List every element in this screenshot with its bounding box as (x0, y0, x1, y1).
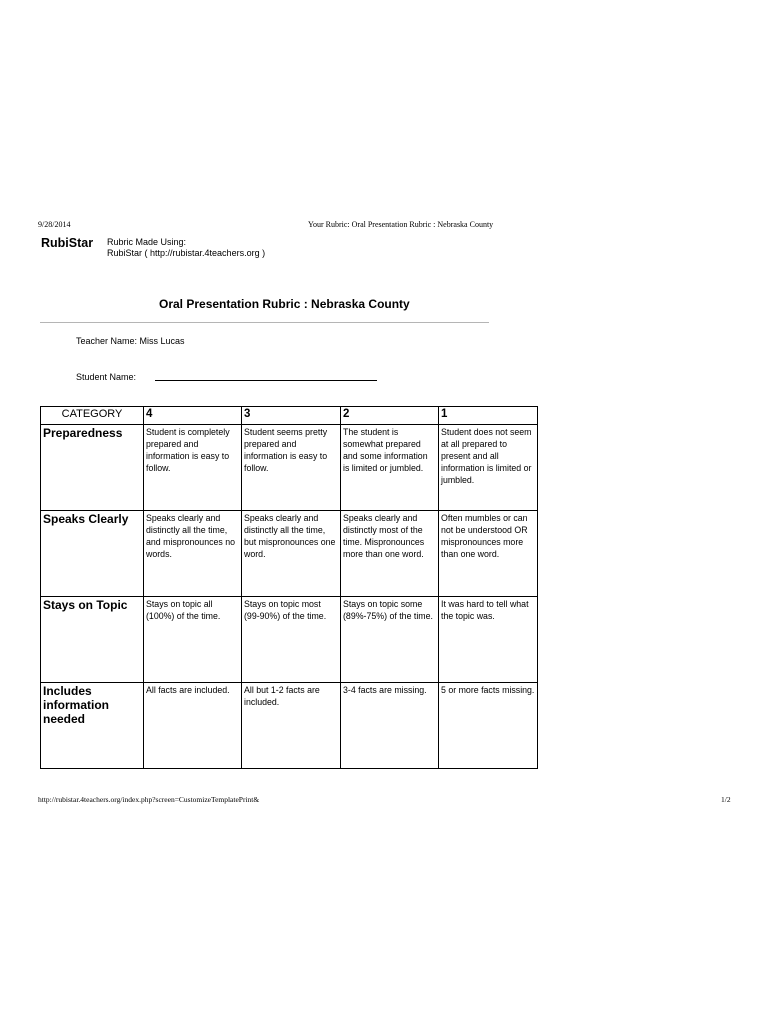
criteria-cell: Speaks clearly and distinctly all the time, and mispronounces no words. (144, 511, 242, 597)
footer-url: http://rubistar.4teachers.org/index.php?screen=CustomizeTemplatePrint& (38, 795, 260, 804)
criteria-cell: Stays on topic all (100%) of the time. (144, 597, 242, 683)
header-category: CATEGORY (41, 407, 144, 425)
teacher-name-label: Teacher Name: (76, 336, 138, 346)
made-using-note (107, 237, 265, 259)
criteria-cell: It was hard to tell what the topic was. (439, 597, 538, 683)
teacher-name-row (76, 336, 185, 346)
category-cell: Speaks Clearly (41, 511, 144, 597)
table-row (41, 597, 538, 683)
criteria-cell: Student does not seem at all prepared to present and all information is limited or jumbled. (439, 425, 538, 511)
header-row (41, 407, 538, 425)
criteria-cell: All facts are included. (144, 683, 242, 769)
made-using-line-2: RubiStar ( http://rubistar.4teachers.org ) (107, 248, 266, 258)
header-score-2: 2 (341, 407, 439, 425)
print-date: 9/28/2014 (38, 220, 71, 229)
criteria-cell: Student is completely prepared and information is easy to follow. (144, 425, 242, 511)
table-row (41, 683, 538, 769)
print-header-title: Your Rubric: Oral Presentation Rubric : Nebraska County (308, 220, 494, 229)
made-using-line-1: Rubric Made Using: (107, 237, 187, 247)
header-score-1: 1 (439, 407, 538, 425)
header-score-4: 4 (144, 407, 242, 425)
category-cell: Includes information needed (41, 683, 144, 769)
criteria-cell: 3-4 facts are missing. (341, 683, 439, 769)
criteria-cell: Stays on topic some (89%-75%) of the time. (341, 597, 439, 683)
table-row (41, 425, 538, 511)
student-name-label: Student Name: (76, 372, 137, 382)
student-name-field[interactable] (155, 380, 377, 381)
criteria-cell: All but 1-2 facts are included. (242, 683, 341, 769)
category-cell: Preparedness (41, 425, 144, 511)
header-score-3: 3 (242, 407, 341, 425)
criteria-cell: Stays on topic most (99-90%) of the time. (242, 597, 341, 683)
rubistar-logo: RubiStar (41, 236, 94, 250)
criteria-cell: Often mumbles or can not be understood OR mispronounces more than one word. (439, 511, 538, 597)
rubric-title: Oral Presentation Rubric : Nebraska County (159, 297, 410, 311)
criteria-cell: Speaks clearly and distinctly all the time, but mispronounces one word. (242, 511, 341, 597)
criteria-cell: 5 or more facts missing. (439, 683, 538, 769)
page-number: 1/2 (721, 795, 731, 804)
title-divider (40, 322, 489, 323)
criteria-cell: The student is somewhat prepared and some information is limited or jumbled. (341, 425, 439, 511)
category-cell: Stays on Topic (41, 597, 144, 683)
table-row (41, 511, 538, 597)
teacher-name-value: Miss Lucas (139, 336, 185, 346)
criteria-cell: Student seems pretty prepared and information is easy to follow. (242, 425, 341, 511)
rubric-table (40, 406, 538, 769)
criteria-cell: Speaks clearly and distinctly most of the time. Mispronounces more than one word. (341, 511, 439, 597)
